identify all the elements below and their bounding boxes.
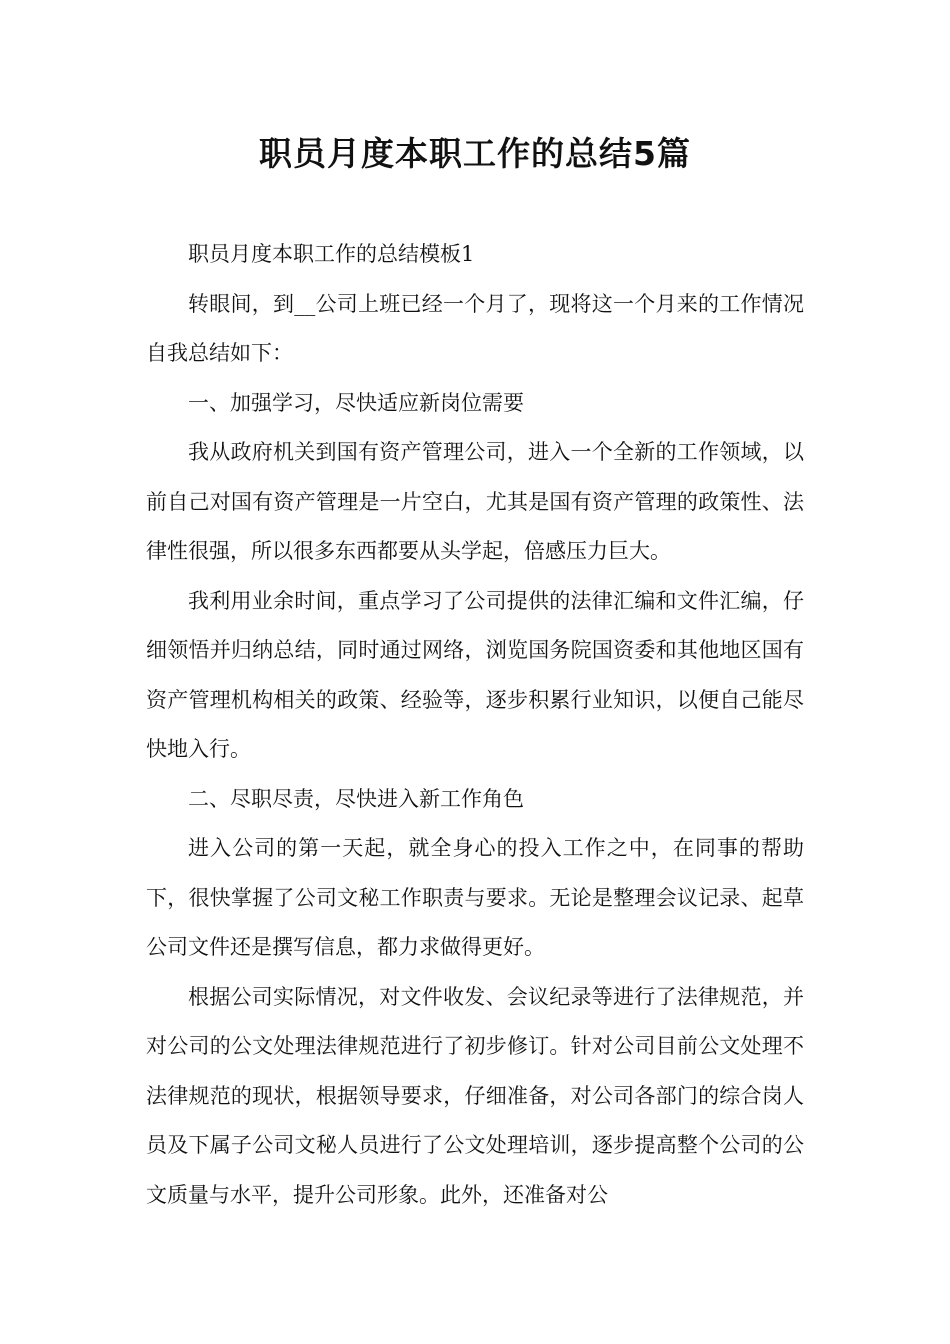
paragraph-subtitle: 职员月度本职工作的总结模板1 [188, 242, 475, 266]
paragraph: 进入公司的第一天起，就全身心的投入工作之中，在同事的帮助下，很快掌握了公司文秘工作职责与要求。无论是整理会议记录、起草公司文件还是撰写信息，都力求做得更好。 [146, 836, 804, 959]
paragraph: 根据公司实际情况，对文件收发、会议纪录等进行了法律规范，并对公司的公文处理法律规范进行了初步修订。针对公司目前公文处理不法律规范的现状，根据领导要求，仔细准备，对公司各部门的综合岗人员及下属子公司文秘人员进行了公文处理培训，逐步提高整个公司的公文质量与水平，提升公司形象。此外，还准备对公 [146, 984, 804, 1207]
section-heading-2: 二、尽职尽责，尽快进入新工作角色 [188, 786, 524, 811]
document-title: 职员月度本职工作的总结5篇 [259, 134, 691, 173]
paragraph-intro: 转眼间，到__公司上班已经一个月了，现将这一个月来的工作情况自我总结如下： [146, 291, 804, 365]
document-body [146, 230, 804, 1220]
section-heading-1: 一、加强学习，尽快适应新岗位需要 [188, 390, 524, 415]
paragraph: 我从政府机关到国有资产管理公司，进入一个全新的工作领域，以前自己对国有资产管理是一片空白，尤其是国有资产管理的政策性、法律性很强，所以很多东西都要从头学起，倍感压力巨大。 [146, 440, 804, 563]
paragraph: 我利用业余时间，重点学习了公司提供的法律汇编和文件汇编，仔细领悟并归纳总结，同时通过网络，浏览国务院国资委和其他地区国有资产管理机构相关的政策、经验等，逐步积累行业知识，以便自己能尽快地入行。 [146, 588, 804, 761]
